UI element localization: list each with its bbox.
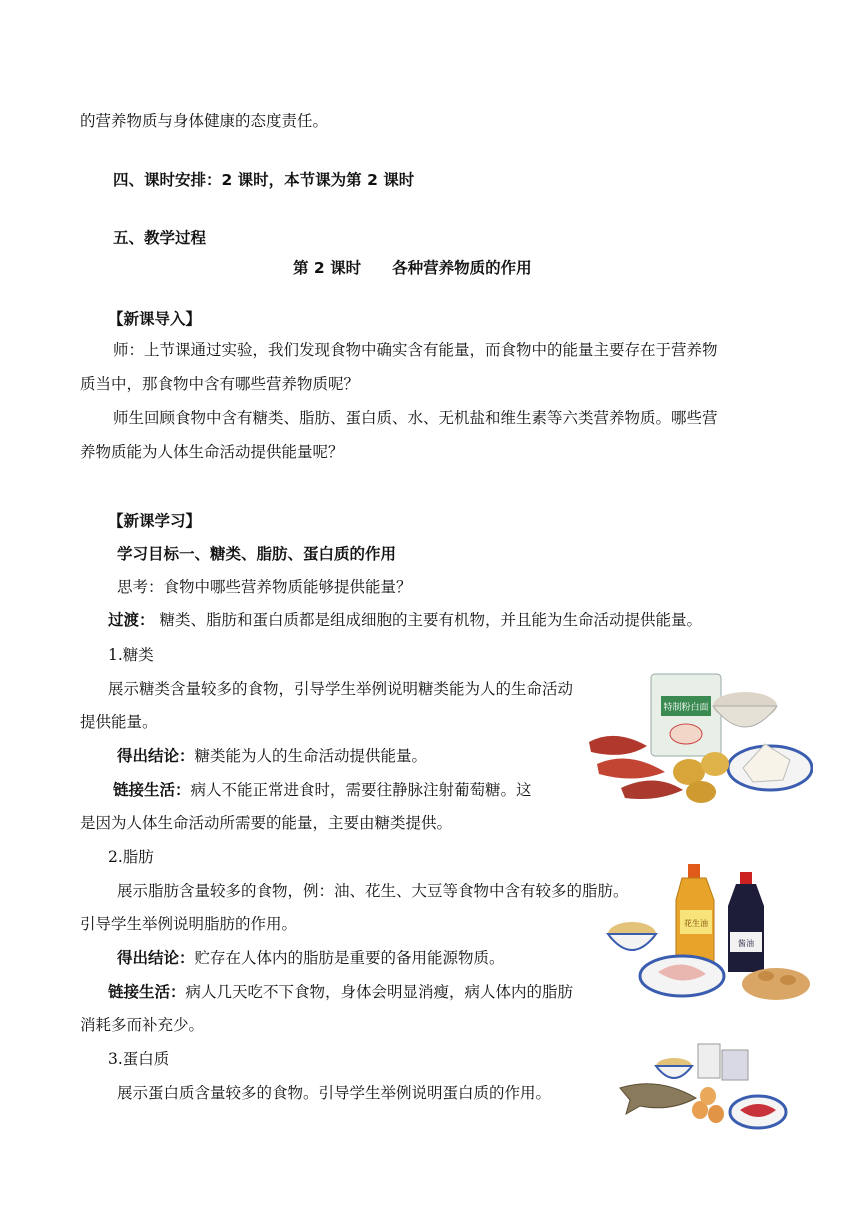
text-span: 糖类、脂肪和蛋白质都是组成细胞的主要有机物，并且能为生命活动提供能量。: [154, 611, 702, 629]
soy-bottle-shape: [728, 884, 764, 972]
text-line: [117, 947, 505, 969]
potato-shape: [686, 781, 716, 803]
text-line: 质当中，那食物中含有哪些营养物质呢？: [80, 375, 360, 393]
milk-box-shape: [698, 1044, 720, 1078]
milk-box-shape: [722, 1050, 748, 1080]
egg-shape: [700, 1087, 716, 1105]
label-life-link: 链接生活：: [108, 983, 186, 1001]
text-line: 思考：食物中哪些营养物质能够提供能量？: [117, 578, 412, 596]
lesson-title: 第 2 课时 各种营养物质的作用: [293, 259, 532, 277]
text-line: 引导学生举例说明脂肪的作用。: [80, 915, 298, 933]
learning-goal: 学习目标一、糖类、脂肪、蛋白质的作用: [117, 545, 397, 563]
item-heading-sugar: 1.糖类: [108, 646, 154, 664]
soy-bottle-cap: [740, 872, 752, 884]
text-line: 提供能量。: [80, 713, 158, 731]
text-span: 病人不能正常进食时，需要往静脉注射葡萄糖。这: [190, 781, 532, 799]
peanut-pile-shape: [742, 968, 810, 1000]
item-heading-protein: 3.蛋白质: [108, 1050, 170, 1068]
item-heading-fat: 2.脂肪: [108, 848, 154, 866]
rice-bowl-body: [713, 706, 777, 727]
peanut-shape: [780, 975, 796, 985]
label-conclusion: 得出结论：: [117, 949, 195, 967]
subheading-intro: 【新课导入】: [108, 310, 202, 328]
label-life-link: 链接生活：: [113, 781, 191, 799]
peanut-shape: [758, 971, 774, 981]
text-span: 贮存在人体内的脂肪是重要的备用能源物质。: [194, 949, 505, 967]
text-span: 糖类能为人的生命活动提供能量。: [194, 747, 428, 765]
subheading-learning: 【新课学习】: [108, 512, 202, 530]
text-line: [113, 779, 532, 801]
text-line: 的营养物质与身体健康的态度责任。: [80, 112, 329, 130]
fat-foods-image: [606, 854, 818, 1004]
fish-shape: [620, 1084, 696, 1114]
sweet-potato-shape: [589, 736, 647, 755]
sugar-foods-image: [585, 668, 813, 810]
oil-bottle-cap: [688, 864, 700, 878]
sweet-potato-shape: [597, 759, 665, 779]
section-heading-process: 五、教学过程: [113, 229, 207, 247]
text-line: 师生回顾食物中含有糖类、脂肪、蛋白质、水、无机盐和维生素等六类营养物质。哪些营: [113, 409, 718, 427]
soy-bottle-label: 酱油: [738, 939, 754, 948]
text-line: [108, 981, 573, 1003]
text-line: [117, 745, 427, 767]
flour-bag-label: 特制粉白面: [663, 703, 709, 713]
section-heading-schedule: 四、课时安排：2 课时，本节课为第 2 课时: [113, 171, 415, 189]
protein-foods-image: [618, 1040, 788, 1132]
flour-bag-emblem: [670, 724, 702, 744]
text-line: [108, 609, 702, 631]
text-line: 展示脂肪含量较多的食物，例：油、花生、大豆等食物中含有较多的脂肪。: [117, 882, 629, 900]
oil-bottle-label: 花生油: [684, 919, 708, 928]
egg-shape: [708, 1105, 724, 1123]
text-line: 是因为人体生命活动所需要的能量，主要由糖类提供。: [80, 814, 453, 832]
text-line: 展示糖类含量较多的食物，引导学生举例说明糖类能为人的生命活动: [108, 680, 574, 698]
label-conclusion: 得出结论：: [117, 747, 195, 765]
text-line: 养物质能为人体生命活动提供能量呢？: [80, 443, 344, 461]
text-line: 展示蛋白质含量较多的食物。引导学生举例说明蛋白质的作用。: [117, 1084, 552, 1102]
text-span: 病人几天吃不下食物，身体会明显消瘦，病人体内的脂肪: [185, 983, 574, 1001]
text-line: 消耗多而补充少。: [80, 1016, 205, 1034]
bean-bowl-body: [656, 1066, 692, 1078]
label-transition: 过渡：: [108, 611, 155, 629]
text-line: 师：上节课通过实验，我们发现食物中确实含有能量，而食物中的能量主要存在于营养物: [113, 341, 718, 359]
soybean-bowl-body: [608, 934, 656, 950]
sweet-potato-shape: [621, 780, 683, 799]
potato-shape: [701, 752, 729, 776]
